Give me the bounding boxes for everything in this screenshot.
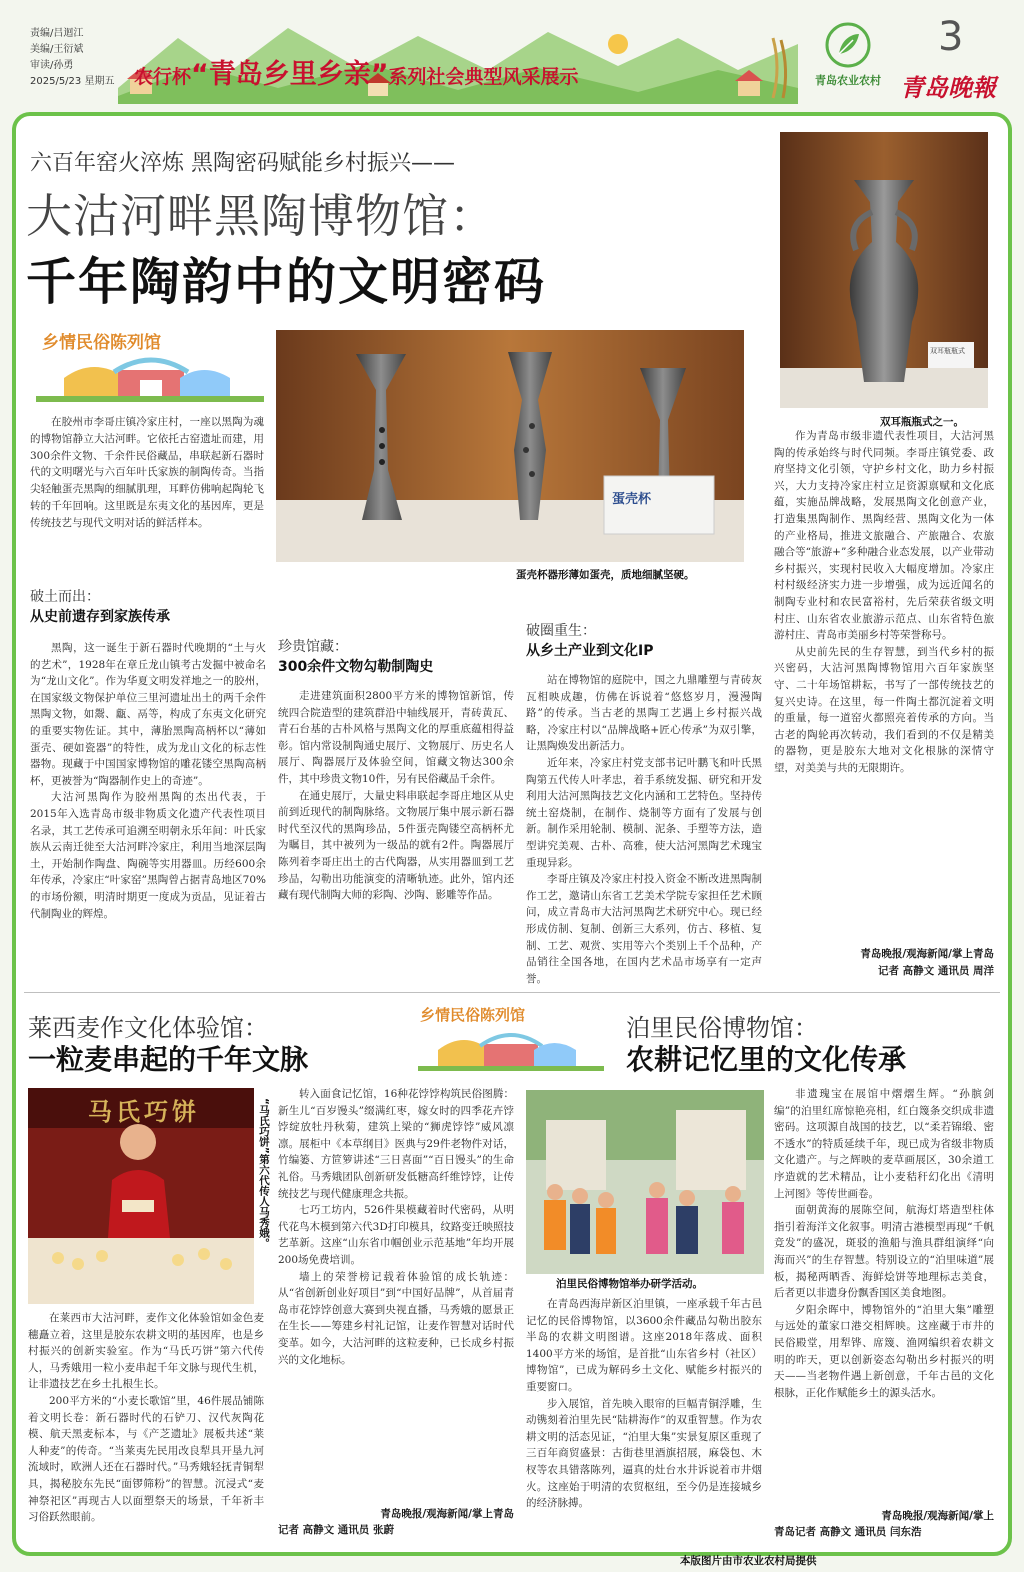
study-tour-photo (526, 1090, 764, 1274)
section-divider (24, 992, 1000, 993)
section-label (34, 322, 266, 408)
side-photo (780, 132, 988, 408)
lead-photo-caption: 蛋壳杯器形薄如蛋壳，质地细腻坚硬。 (516, 569, 695, 581)
sec1-title: 从史前遗存到家族传承 (30, 609, 170, 625)
lead-intro: 在胶州市李哥庄镇冷家庄村，一座以黑陶为魂的博物馆静立大沽河畔。它依托古窑遗址而建，用300余件文物、千余件民俗藏品，串联起新石器时代的文明曙光与六百年叶氏家族的制陶传奇。当指尖轻触蛋壳黑陶的细腻肌理，耳畔仿佛响起陶轮飞转的千年回响。这里既是东夷文化的基因库，更是传统技艺与现代文明对话的鲜活样本。 (30, 416, 264, 529)
lead-col1 (30, 640, 266, 986)
credit-editor: 责编/吕迴江 (30, 28, 84, 39)
story3-col2 (774, 1086, 994, 1506)
story2-byline-outlets: 青岛晚报/观海新闻/掌上青岛 (380, 1508, 514, 1520)
story2-photo-sign: 马氏巧饼 (88, 1098, 200, 1126)
story2-para-2: 200平方米的“小麦长歌馆”里，46件展品铺陈着文明长卷：新石器时代的石铲刀、汉代灰陶花模、航天黑麦标本，与《产芝遗址》展板共述“莱人种麦”的传奇。“当莱夷先民用改良犁具开垦九河流域时，欧洲人还在石器时代。”马秀娥轻抚青铜犁具，揭秘胶东先民“面锣筛粉”的智慧。沉浸式“麦神祭祀区”再现古人以面塑祭天的场景，千年祈丰习俗跃然眼前。 (28, 1394, 264, 1524)
banner (118, 18, 798, 104)
masthead (0, 0, 1024, 112)
issue-date: 2025/5/23 星期五 (30, 76, 115, 87)
story2-kicker: 莱西麦作文化体验馆： (28, 1014, 268, 1042)
sec3-para-1: 站在博物馆的庭院中，国之九鼎雕塑与青砖灰瓦相映成趣，仿佛在诉说着“悠悠岁月，漫漫陶路”的传承。当古老的黑陶工艺遇上乡村振兴战略，冷家庄村以“品牌战略+匠心传承”为双引擎，让黑陶焕发出新活力。 (526, 674, 762, 753)
footer-note: 本版图片由市农业农村局提供 (680, 1555, 817, 1567)
side-photo-label: 双耳瓶瓶式 (930, 347, 965, 355)
credit-reviewer: 审读/孙勇 (30, 60, 74, 71)
sec1-para-1: 黑陶，这一诞生于新石器时代晚期的“土与火的艺术”，1928年在章丘龙山镇考古发掘中被命名为“龙山文化”。作为华夏文明发祥地之一的胶州，在国家级文物保护单位三里河遗址出土的两千余件黑陶文物，如鬶、甗、鬲等，构成了东夷文化研究的重要实物佐证。其中，薄胎黑陶高柄杯以“薄如蛋壳、硬如瓷器”的特性，成为龙山文化的标志性器物。现藏于中国国家博物馆的雕花镂空黑陶高柄杯，更被誉为“陶器制作史上的奇迹”。 (30, 642, 266, 787)
story3-col1 (526, 1296, 762, 1538)
sec3-para-3: 李哥庄镇及冷家庄村投入资金不断改进黑陶制作工艺，邀请山东省工艺美术学院专家担任艺术顾问，成立青岛市大沽河黑陶艺术研究中心。现已经形成仿制、复制、创新三大系列，仿古、移植、复制、工艺、观赏、实用等六个类别上千个品种，产品销往全国各地，在国内艺术品市场享有一定声誉。 (526, 873, 762, 985)
partner-logo-text: 青岛农业农村 (815, 74, 881, 87)
credits (30, 26, 114, 90)
story3-headline: 农耕记忆里的文化传承 (626, 1043, 907, 1076)
leaf-logo-icon (825, 22, 871, 68)
story2-para-4: 七巧工坊内，526件果模藏着时代密码，从明代花鸟木模到第六代3D打印模具，纹路变迁映照技艺革新。这座“山东省巾帼创业示范基地”年均开展200场免费培训。 (278, 1204, 514, 1266)
lead-byline (774, 946, 994, 980)
double-ear-vase-photo (780, 132, 988, 408)
credit-designer: 美编/王衍斌 (30, 44, 84, 55)
sec1-para-2: 大沽河黑陶作为胶州黑陶的杰出代表，于2015年入选青岛市级非物质文化遗产代表性项目名录，其工艺传承可追溯至明朝永乐年间：叶氏家族从云南迁徙至大沽河畔冷家庄，利用当地深层陶土，开始制作陶盘、陶碗等实用器皿。历经600余年传承，冷家庄“叶家窑”黑陶曾占据青岛地区70%的市场份额，明清时期更一度成为贡品，见证着古代制陶业的辉煌。 (30, 791, 266, 920)
story3-photo (526, 1090, 764, 1274)
lead-photo (276, 330, 744, 562)
story3-byline-reporters: 青岛记者 高静文 通讯员 闫东浩 (774, 1526, 922, 1538)
story2-para-3: 转入面食记忆馆，16种花饽饽构筑民俗图腾：新生儿“百岁馒头”缀满红枣，嫁女时的四季花卉饽饽绽放牡丹秋菊，建筑上梁的“狮虎饽饽”威风凛凛。展柜中《本草纲目》医典与29件老物件对话，竹编篓、方笸箩讲述“三日喜面”“百日馒头”的生命礼俗。马秀娥团队创新研发低糖高纤维饽饽，让传统技艺与现代健康理念共振。 (278, 1088, 514, 1200)
sec2-kicker: 珍贵馆藏： (278, 639, 348, 655)
lead-headline-1: 大沽河畔黑陶博物馆： (26, 189, 496, 243)
sec2-heading (278, 636, 512, 676)
story2-para-5: 墙上的荣誉榜记载着体验馆的成长轨迹：从“省创新创业好项目”到“中国好品牌”，从首届青岛市花饽饽创意大赛到央视直播，马秀娥的愿景正在生长——筹建乡村礼记馆，让麦作智慧对话时代变革。如今，大沽河畔的这粒麦种，已长成乡村振兴的文化地标。 (278, 1270, 514, 1366)
side-photo-caption: 双耳瓶瓶式之一。 (880, 416, 964, 428)
sec3-para-5: 从史前先民的生存智慧，到当代乡村的振兴密码，大沽河黑陶博物馆用六百年家族坚守、二十年场馆耕耘，书写了一部传统技艺的复兴史诗。在这里，每一件陶土都沉淀着文明的重量，每一道窑火都照亮着传承的方向。当古老的陶轮再次转动，我们看到的不仅是精美的器物，更是胶东大地对文化根脉的深情守望，对美美与共的无限期许。 (774, 645, 994, 774)
lead-photo-label: 蛋壳杯 (612, 492, 652, 507)
story3-para-4: 面朝黄海的展陈空间，航海灯塔造型柱体指引着海洋文化叙事。明清古港模型再现“千帆竞发”的盛况，斑驳的渔船与渔具群组演绎“向海而兴”的生存智慧。特别设立的“泊里味道”展板，揭秘两晒香、海鲜烩饼等地理标志美食，后者更以非遗身份飘香国区美食地图。 (774, 1204, 994, 1300)
story2-photo-caption: “马氏巧饼”第六代传人马秀娥。 (258, 1098, 270, 1249)
sec3-para-4: 作为青岛市级非遗代表性项目，大沽河黑陶的传承始终与时代同频。李哥庄镇党委、政府坚持文化引领，守护乡村文化，助力乡村振兴，大力支持冷家庄村立足资源禀赋和文化底蕴，实施品牌战略，发展黑陶文化创意产业，打造集黑陶制作、黑陶经营、黑陶文化为一体的产业格局，推进文旅融合、产旅融合、农旅融合等“旅游+”多种融合业态发展，以产业带动乡村振兴，实现村民收入大幅度增加。冷家庄村村级经济实力进一步增强，成为远近闻名的制陶专业村和农民富裕村，先后荣获省级文明村庄、山东省农业旅游示范点、山东省特色旅游村庄、青岛市美丽乡村等荣誉称号。 (774, 430, 994, 642)
sec1-heading (30, 586, 264, 626)
story2-para-1: 在莱西市大沽河畔，麦作文化体验馆如金色麦穗矗立着，这里是胶东农耕文明的基因库，也是乡村振兴的创新实验室。作为“马氏巧饼”第六代传人，马秀娥用一粒小麦串起千年文脉与现代生机，让非遗技艺在乡土扎根生长。 (28, 1312, 264, 1391)
story2-col1 (28, 1310, 264, 1538)
lead-col3 (526, 672, 762, 986)
sec3-title: 从乡土产业到文化IP (526, 643, 654, 659)
sec2-title: 300余件文物勾勒制陶史 (278, 659, 434, 675)
lead-kicker: 六百年窑火淬炼 黑陶密码赋能乡村振兴—— (30, 151, 455, 176)
sec3-kicker: 破圈重生： (526, 623, 596, 639)
story2-byline-reporters: 记者 高静文 通讯员 张蔚 (278, 1524, 394, 1536)
sec2-para-2: 在通史展厅，大量史料串联起李哥庄地区从史前到近现代的制陶脉络。文物展厅集中展示新石器时代至汉代的黑陶珍品，5件蛋壳陶镂空高柄杯尤为瞩目，其中被列为一级品的就有2件。陶器展厅陈列着李哥庄出土的古代陶器，从实用器皿到工艺珍品，勾勒出功能演变的清晰轨迹。此外，馆内还藏有现代制陶大师的彩陶、沙陶、影雕等作品。 (278, 789, 514, 902)
story2-byline (278, 1506, 514, 1538)
story2-photo (28, 1088, 254, 1304)
section-label-2-text: 乡情民俗陈列馆 (420, 1006, 526, 1024)
paper-name: 青岛晚報 (900, 73, 996, 102)
sec3-para-2: 近年来，冷家庄村党支部书记叶鹏飞和叶氏黑陶第五代传人叶孝忠，着手系统发掘、研究和开发利用大沽河黑陶技艺文化内涵和工艺特色。坚持传统土窑烧制，在制作、烧制等方面有了发展与创新。制作采用轮制、模制、泥条、手塑等方法，造型讲究美观、古朴、高雅，使大沽河黑陶艺术瑰宝重现异彩。 (526, 756, 762, 869)
banner-highlight: “青岛乡里乡亲” (191, 59, 389, 90)
sec1-kicker: 破土而出： (30, 589, 100, 605)
section-label-2 (416, 1002, 606, 1076)
story2-headline: 一粒麦串起的千年文脉 (28, 1043, 309, 1076)
eggshell-cups-photo (276, 330, 744, 562)
story3-para-1: 在青岛西海岸新区泊里镇，一座承载千年古邑记忆的民俗博物馆，以3600余件藏品勾勒出胶东半岛的农耕文明图谱。这座2018年落成、面积1400平方米的场馆，是首批“山东省乡村（社区）博物馆”，已成为解码乡土文化、赋能乡村振兴的重要窗口。 (526, 1298, 762, 1393)
page-number: 3 (938, 14, 964, 60)
museum-building-icon-2 (416, 1024, 606, 1076)
banner-suffix: 系列社会典型风采展示 (388, 66, 579, 88)
section-label-text: 乡情民俗陈列馆 (42, 333, 161, 353)
story3-photo-caption: 泊里民俗博物馆举办研学活动。 (556, 1278, 703, 1290)
story3-para-2: 步入展馆，首先映入眼帘的巨幅青铜浮雕，生动镌刻着泊里先民“陆耕海作”的双重智慧。作为农耕文明的活态见证，“泊里大集”实景复原区重现了三百年商贸盛景：古街巷里酒旗招展，麻袋包、木杈等农具错落陈列，逼真的灶台水井诉说着市井烟火。这座始于明清的农贸枢纽，至今仍是连接城乡的经济脉搏。 (526, 1397, 762, 1510)
banner-title (134, 52, 579, 91)
lead-col2 (278, 688, 514, 986)
story2-col2 (278, 1086, 514, 1504)
lead-byline-outlets: 青岛晚报/观海新闻/掌上青岛 (860, 948, 994, 960)
partner-logo (806, 22, 890, 98)
story3-para-3: 非遗瑰宝在展馆中熠熠生辉。“孙膑剑编”的泊里红席惊艳亮相，红白篾条交织成非遗密码。这项源自战国的技艺，以“柔若锦缎、密不透水”的特质延续千年，现已成为省级非物质文化遗产。与之辉映的麦草画展区，30余道工序造就的艺术精品，让小麦秸秆幻化出《清明上河图》等传世画卷。 (774, 1088, 994, 1200)
sec2-para-1: 走进建筑面积2800平方米的博物馆新馆，传统四合院造型的建筑群沿中轴线展开，青砖黄瓦、青石台基的古朴风格与黑陶文化的厚重底蕴相得益彰。馆内常设制陶通史展厅、文物展厅、历史名人展厅、陶器展厅及体验空间，馆藏文物达300余件，其中珍贵文物10件，另有民俗藏品千余件。 (278, 690, 514, 785)
banner-prefix: 农行杯 (134, 66, 192, 88)
museum-building-icon (34, 348, 266, 408)
lead-col4 (774, 428, 994, 940)
story3-para-5: 夕阳余晖中，博物馆外的“泊里大集”雕塑与远处的董家口港交相辉映。这座藏于市井的民俗殿堂，用犁铧、席篾、渔网编织着农耕文明的昨天，更以创新姿态勾勒出乡村振兴的明天——当老物件遇上新创意，千年古邑的文化根脉，正化作赋能乡土的源头活水。 (774, 1303, 994, 1399)
sec3-heading (526, 620, 760, 660)
story3-byline-outlets: 青岛晚报/观海新闻/掌上 (881, 1510, 994, 1522)
story3-byline (774, 1508, 994, 1540)
lead-headline-2: 千年陶韵中的文明密码 (26, 253, 546, 311)
story3-kicker: 泊里民俗博物馆： (626, 1014, 818, 1042)
lead-byline-reporters: 记者 高静文 通讯员 周洋 (878, 965, 994, 977)
